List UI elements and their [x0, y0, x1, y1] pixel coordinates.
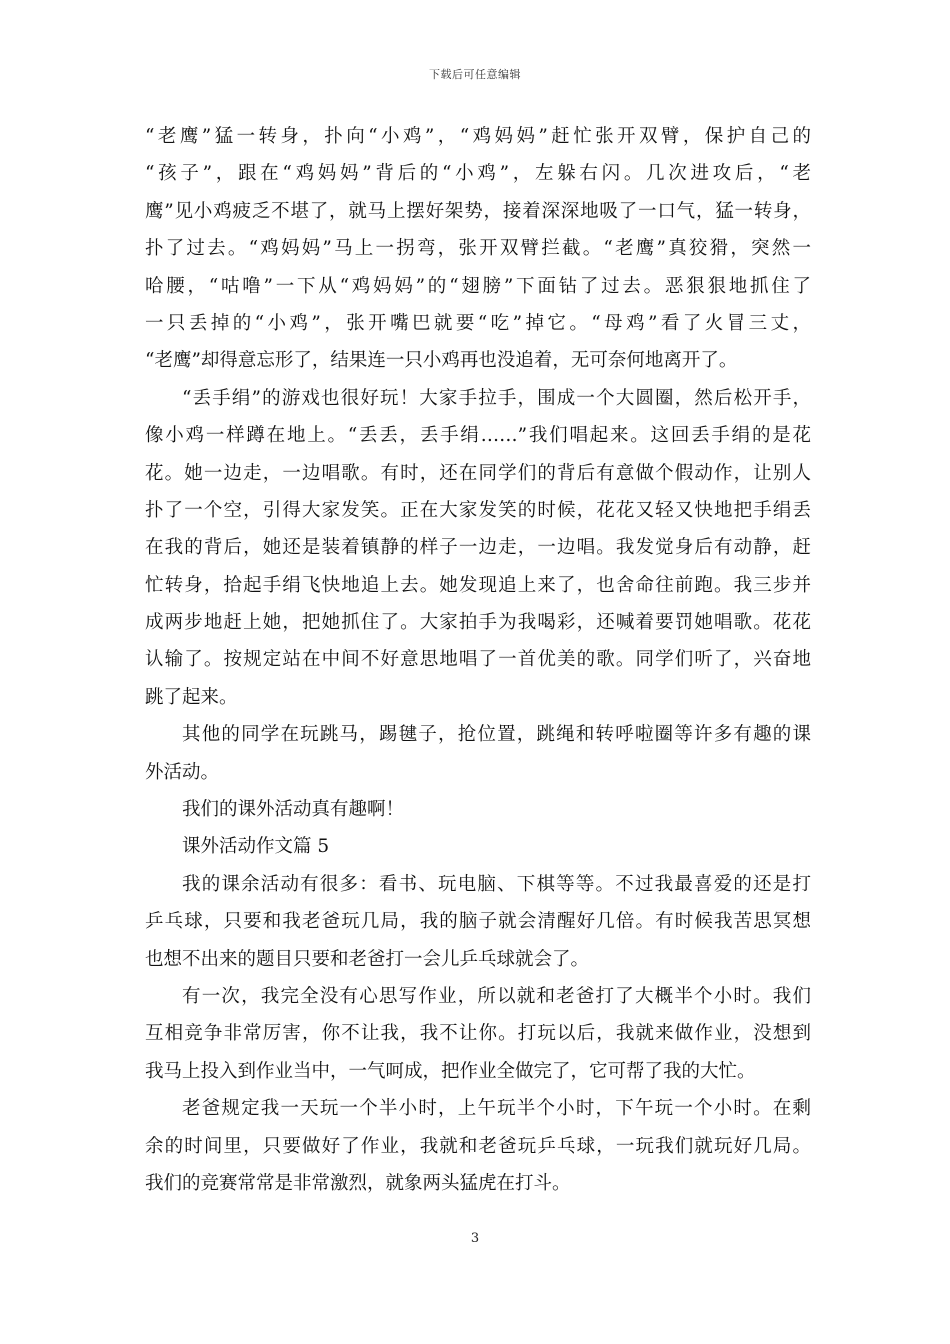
text-line: 我们的课外活动真有趣啊！ — [182, 799, 405, 821]
text-line: 在我的背后，她还是装着镇静的样子一边走，一边唱。我发觉身后有动静，赶 — [145, 537, 811, 559]
text-line: 花。她一边走，一边唱歌。有时，还在同学们的背后有意做个假动作，让别人 — [145, 462, 811, 484]
text-line: “老鹰”却得意忘形了，结果连一只小鸡再也没追着，无可奈何地离开了。 — [145, 350, 738, 372]
page-number: 3 — [470, 1231, 480, 1246]
text-line: 扑了一个空，引得大家发笑。正在大家发笑的时候，花花又轻又快地把手绢丢 — [145, 499, 811, 521]
text-line: 我的课余活动有很多：看书、玩电脑、下棋等等。不过我最喜爱的还是打 — [182, 873, 811, 895]
section-title: 课外活动作文篇 5 — [182, 836, 330, 858]
text-line: “丢手绢”的游戏也很好玩！大家手拉手，围成一个大圆圈，然后松开手， — [182, 387, 811, 409]
text-line: 扑了过去。“鸡妈妈”马上一拐弯，张开双臂拦截。“老鹰”真狡猾，突然一 — [145, 238, 811, 260]
text-line: 我们的竞赛常常是非常激烈，就象两头猛虎在打斗。 — [145, 1172, 571, 1194]
document-body — [145, 118, 811, 1202]
text-line: 成两步地赶上她，把她抓住了。大家拍手为我喝彩，还喊着要罚她唱歌。花花 — [145, 612, 811, 634]
text-line: 跳了起来。 — [145, 686, 238, 708]
text-line: 忙转身，拾起手绢飞快地追上去。她发现追上来了，也舍命往前跑。我三步并 — [145, 574, 811, 596]
text-line: 鹰”见小鸡疲乏不堪了，就马上摆好架势，接着深深地吸了一口气，猛一转身， — [145, 200, 811, 222]
text-line: “孩子”，跟在“鸡妈妈”背后的“小鸡”，左躲右闪。几次进攻后，“老 — [145, 163, 811, 185]
text-line: 其他的同学在玩跳马，踢毽子，抢位置，跳绳和转呼啦圈等许多有趣的课 — [182, 724, 811, 746]
text-line: 也想不出来的题目只要和老爸打一会儿乒乓球就会了。 — [145, 948, 590, 970]
text-line: 我马上投入到作业当中，一气呵成，把作业全做完了，它可帮了我的大忙。 — [145, 1060, 756, 1082]
text-line: 一只丢掉的“小鸡”，张开嘴巴就要“吃”掉它。“母鸡”看了火冒三丈， — [145, 312, 811, 334]
text-line: 认输了。按规定站在中间不好意思地唱了一首优美的歌。同学们听了，兴奋地 — [145, 649, 811, 671]
text-line: 余的时间里，只要做好了作业，我就和老爸玩乒乓球，一玩我们就玩好几局。 — [145, 1135, 811, 1157]
page-header: 下载后可任意编辑 — [429, 68, 521, 81]
text-line: 像小鸡一样蹲在地上。“丢丢，丢手绢……”我们唱起来。这回丢手绢的是花 — [145, 425, 811, 447]
text-line: 有一次，我完全没有心思写作业，所以就和老爸打了大概半个小时。我们 — [182, 985, 811, 1007]
text-line: 哈腰，“咕噜”一下从“鸡妈妈”的“翅膀”下面钻了过去。恶狠狠地抓住了 — [145, 275, 811, 297]
text-line: 外活动。 — [145, 761, 220, 783]
text-line: 互相竞争非常厉害，你不让我，我不让你。打玩以后，我就来做作业，没想到 — [145, 1023, 811, 1045]
text-line: “老鹰”猛一转身，扑向“小鸡”，“鸡妈妈”赶忙张开双臂，保护自己的 — [145, 126, 811, 147]
text-line: 乒乓球，只要和我老爸玩几局，我的脑子就会清醒好几倍。有时候我苦思冥想 — [145, 911, 811, 933]
text-line: 老爸规定我一天玩一个半小时，上午玩半个小时，下午玩一个小时。在剩 — [182, 1098, 811, 1120]
